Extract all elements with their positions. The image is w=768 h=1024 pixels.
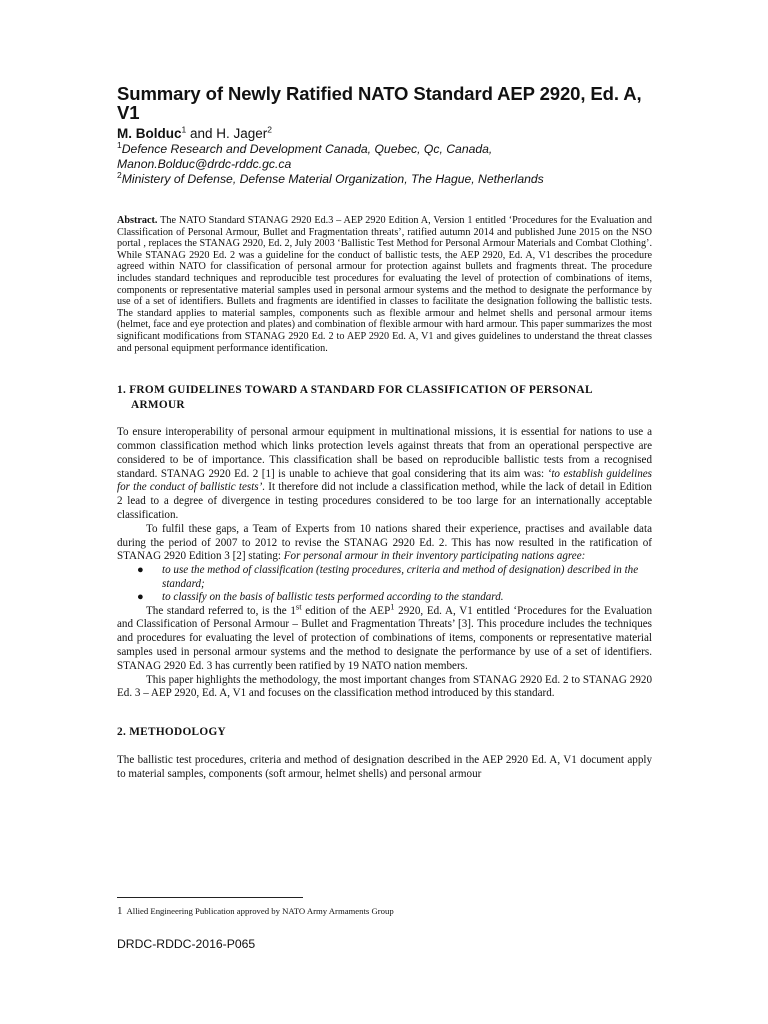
paper-page xyxy=(117,84,652,782)
section-2-paragraph-1: The ballistic test procedures, criteria and method of designation described in the AEP 2920 Ed. A, V1 document apply to material samples, components (soft armour, helmet shells) and personal armour xyxy=(117,754,652,780)
section-1-paragraph-3: The standard referred to, is the 1st edition of the AEP$^1$ 2920, Ed. A, V1 entitled ‘Procedures for the Evaluation and Classification of Personal Armour – Bullet and Fragmentation Threats’ [3]. This procedure includes the techniques and procedures for evaluating the level of protection of combinations of items, components or representative material samples used in personal armour systems and the method to designate the performance by use of a set of identifiers. STANAG 2920 Ed. 3 has currently been ratified by 19 NATO nation members. xyxy=(117,600,652,672)
section-2-heading: 2. METHODOLOGY xyxy=(117,726,227,739)
footnote xyxy=(117,906,394,917)
section-1-heading: 1. FROM GUIDELINES TOWARD A STANDARD FOR CLASSIFICATION OF PERSONAL ARMOUR xyxy=(117,384,593,412)
author-line xyxy=(117,126,652,142)
bullet-list xyxy=(117,564,652,605)
document-id: DRDC-RDDC-2016-P065 xyxy=(117,937,256,951)
bullet-icon: ● xyxy=(137,591,144,604)
section-1-paragraph-2: To fulfil these gaps, a Team of Experts from 10 nations shared their experience, practises and available data during the period of 2007 to 2012 to revise the STANAG 2920 Ed. 2. This has now resulted in the ratification of STANAG 2920 Edition 3 [2] stating: For personal armour in their inventory participating nations agree: xyxy=(117,522,652,563)
list-item: ● to use the method of classification (testing procedures, criteria and method of designation) described in the standard; xyxy=(137,564,639,590)
author-2-affil-mark: 2 xyxy=(267,124,273,135)
footnote-text: Allied Engineering Publication approved by NATO Army Armaments Group xyxy=(126,906,394,916)
affiliation-2: $^2$Ministery of Defense, Defense Material Organization, The Hague, Netherlands xyxy=(117,169,544,186)
bullet-icon: ● xyxy=(137,564,144,577)
abstract xyxy=(117,215,652,354)
footnote-divider xyxy=(117,897,303,898)
section-1-paragraph-4: This paper highlights the methodology, the most important changes from STANAG 2920 Ed. 2 to STANAG 2920 Ed. 3 – AEP 2920, Ed. A, V1 and focuses on the classification method introduced by this standard. xyxy=(117,673,652,700)
abstract-label: Abstract. xyxy=(117,215,158,226)
author-2: and H. Jager xyxy=(186,126,268,141)
author-1-affil-mark: 1 xyxy=(181,124,187,135)
footnote-mark: 1 xyxy=(117,905,123,917)
affiliation-email: Manon.Bolduc@drdc-rddc.gc.ca xyxy=(117,157,292,171)
abstract-text: The NATO Standard STANAG 2920 Ed.3 – AEP 2920 Edition A, Version 1 entitled ‘Procedures for the Evaluation and Classification of Personal Armour, Bullet and Fragmentation threats’, ratified autumn 2014 and published June 2015 on the NSO portal , replaces the STANAG 2920, Ed. 2, July 2003 ‘Ballistic Test Method for Personal Armour Materials and Combat Clothing’. While STANAG 2920 Ed. 2 was a guideline for the conduct of ballistic tests, the AEP 2920, Ed. A, V1 describes the procedure agreed within NATO for classification of personal armour for protection against bullets and fragments threat. The procedure includes standard techniques and reproducible test procedures for evaluating the level of protection of combinations of items, components or representative material samples used in personal armour systems and the method to designate the performance by use of a set of identifiers. Bullets and fragments are identified in classes to facilitate the designation following the ballistic tests. The standard applies to material samples, components such as flexible armour and helmet shells and personal armour items (helmet, face and eye protection and plates) and combination of flexible armour with hard armour. This paper summarizes the most significant modifications from STANAG 2920 Ed. 2 to AEP 2920 Ed. A, V1 and gives guidelines to understand the threat classes and personal equipment performance identification. xyxy=(117,215,652,354)
author-1: M. Bolduc xyxy=(117,126,182,141)
footnote-ref: 1 xyxy=(390,600,395,611)
affiliation-1: $^1$Defence Research and Development Canada, Quebec, Qc, Canada, xyxy=(117,139,493,156)
section-1-paragraph-1: To ensure interoperability of personal armour equipment in multinational missions, it is essential for nations to use a common classification method which links protection levels against threats that from an operational perspective are considered to be of importance. This classification shall be based on reproducible ballistic tests from a recognised standard. STANAG 2920 Ed. 2 [1] is unable to achieve that goal considering that its aim was: ‘to establish guidelines for the conduct of ballistic tests’. It therefore did not include a classification method, while the lack of detail in Edition 2 lead to a degree of divergence in testing procedures considered to be too large for an internationally acceptable classification. xyxy=(117,426,652,521)
paper-title: Summary of Newly Ratified NATO Standard AEP 2920, Ed. A, V1 xyxy=(117,83,642,123)
list-item: ● to classify on the basis of ballistic tests performed according to the standard. xyxy=(137,591,504,604)
